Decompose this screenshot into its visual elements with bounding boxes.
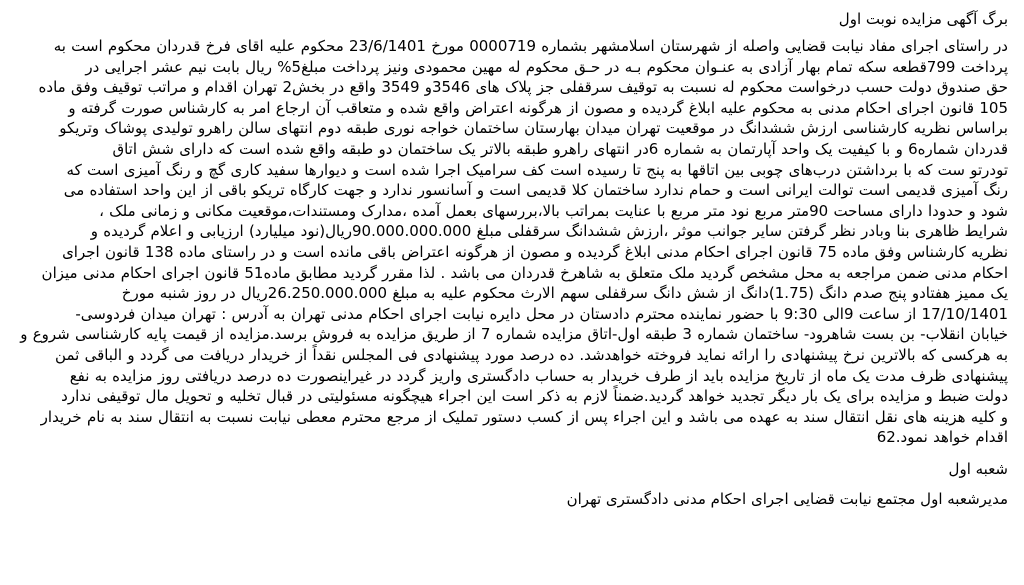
notice-body: در راستای اجرای مفاد نیابت قضایی واصله از شهرستان اسلامشهر بشماره 0000719 مورخ 23/6/1401 محکوم علیه اقای فرخ قدردان محکوم است به پرداخت 799قطعه سکه تمام بهار آزادی به عنـوان محکوم بـه در حـق محکوم له مهین محمودی ونیز پرداخت مبلغ5% ریال بابت نیم عشر اجرایی در حق صندوق دولت حسب درخواست محکوم له نسبت به توقیف سرقفلی جز پلاک های 3546و 3549 واقع در بخش2 تهران اقدام و مراتب توقیف وفق ماده 105 قانون اجرای احکام مدنی به محکوم علیه ابلاغ گردیده و مصون از هرگونه اعتراض واقع شده و متعاقب آن ارجاع امر به کارشناس صورت گرفته و براساس نظریه کارشناسی ارزش ششدانگ در موقعیت تهران میدان بهارستان ساختمان خواجه نوری طبقه دوم انتهای سالن راهرو تولیدی پوشاک وتریکو قدردان شماره6 و با کیفیت یک واحد آپارتمان به شماره 6در انتهای راهرو طبقه بالاتر یک ساختمان دو طبقه واقع شده است که دارای شش اتاق تودرتو ست که با برداشتن درب‌های چوبی بین اتاقها به پنج تا رسیده است کف سرامیک اجرا شده است و دیوارها سفید کاری گچ و رنگ آمیزی است که رنگ آمیزی قدیمی است توالت ایرانی است و حمام ندارد ساختمان کلا قدیمی است و آسانسور ندارد و جهت کارگاه تریکو باقی از این واحد استفاده می شود و حدودا دارای مساحت 90متر مربع نود متر مربع با عنایت بمراتب بالا،بررسهای بعمل آمده ،مدارک ومستندات،موقعیت مکانی و زمانی ملک ، شرایط ظاهری بنا وبادر نظر گرفتن سایر جوانب موثر ،ارزش ششدانگ سرقفلی مبلغ 90.000.000.000ریال(نود میلیارد) ارزیابی و اعلام گردیده و نظریه کارشناس وفق ماده 75 قانون اجرای احکام مدنی ابلاغ گردیده و مصون از هرگونه اعتراض باقی مانده است و در راستای ماده 138 قانون اجرای احکام مدنی ضمن مراجعه به محل مشخص گردید ملک متعلق به شاهرخ قدردان می باشد . لذا مقرر گردید مطابق ماده51 قانون اجرای احکام مدنی میزان یک ممیز هفتادو پنج صدم دانگ (1.75)دانگ از شش دانگ سرقفلی سهم الارث محکوم علیه به مبلغ 26.250.000.000ریال در روز شنبه مورخ 17/10/1401 از ساعت 9الی 9:30 با حضور نماینده محترم دادستان در محل دایره نیابت اجرای احکام مدنی تهران به آدرس : تهران میدان فردوسی- خیابان انقلاب- بن بست شاهرود- ساختمان شماره 3 طبقه اول-اتاق مزایده شماره 7 از طریق مزایده به فروش برسد.مزایده از قیمت پایه کارشناسی شروع و به هرکسی که بالاترین نرخ پیشنهادی را ارائه نماید فروخته خواهدشد. ده درصد مورد پیشنهادی فی المجلس نقداً از خریدار دریافت می گردد و الباقی ثمن پیشنهادی ظرف مدت یک ماه از تاریخ مزایده باید از طرف خریدار به حساب دادگستری واریز گردد در غیراینصورت ده درصد دریافتی روز مزایده به نفع دولت ضبط و مزایده برای یک بار دیگر تجدید خواهد گردید.ضمناً لازم به ذکر است این اجراء هیچگونه مسئولیتی در قبال تخلیه و تحویل مال توقیفی ندارد و کلیه هزینه های نقل انتقال سند به عهده می باشد و این اجراء پس از کسب دستور تملیک از مرجع محترم معطی نیابت نسبت به انتقال سند به نام خریدار اقدام خواهد نمود.62 bbox=[20, 37, 1008, 447]
notice-title: برگ آگهی مزایده نوبت اول bbox=[838, 10, 1008, 28]
branch-label: شعبه اول bbox=[948, 459, 1008, 478]
manager-signature-line: مدیرشعبه اول مجتمع نیابت قضایی اجرای احکام مدنی دادگستری تهران bbox=[566, 489, 1008, 508]
